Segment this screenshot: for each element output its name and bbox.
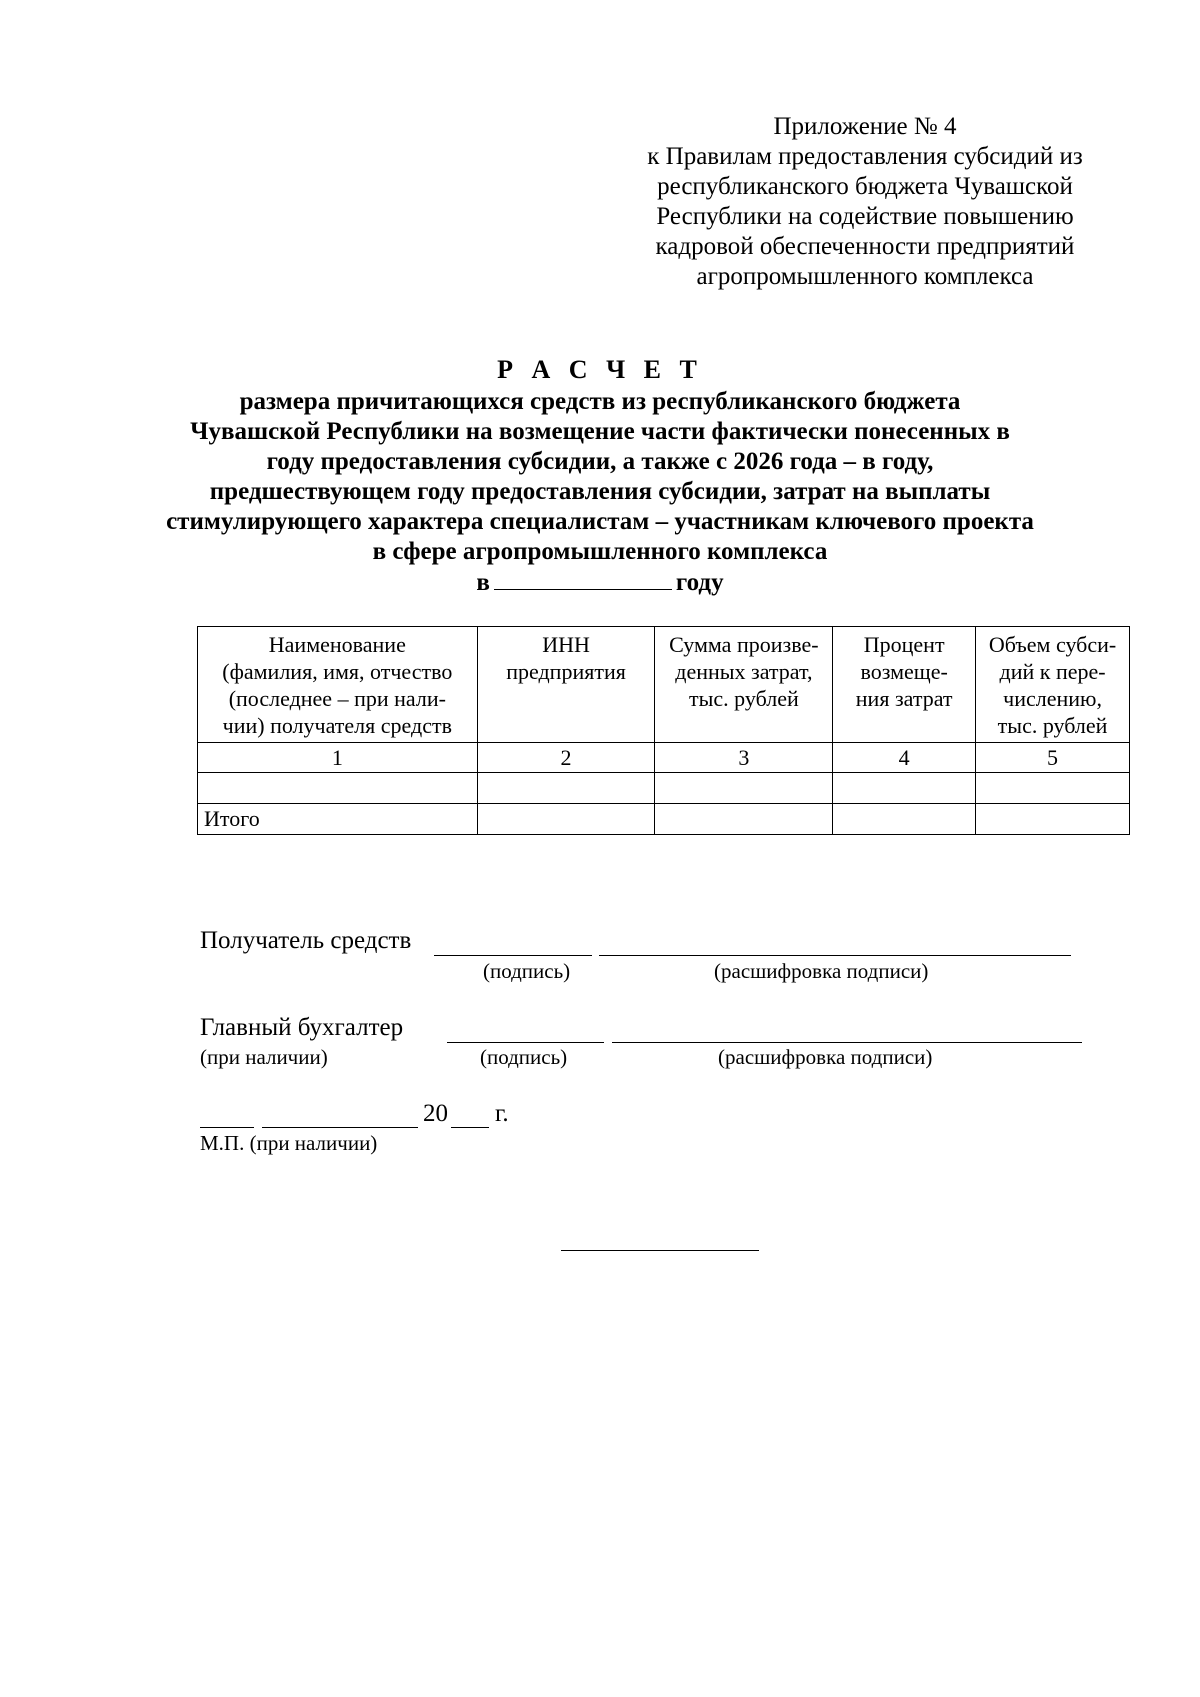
table-cell[interactable] bbox=[833, 804, 976, 835]
header-text: (последнее – при нали- bbox=[228, 686, 446, 711]
header-reimbursement-percent bbox=[833, 627, 976, 743]
table-cell[interactable] bbox=[655, 773, 833, 804]
heading-line: размера причитающихся средств из республиканского бюджета bbox=[239, 388, 961, 415]
table-cell[interactable] bbox=[655, 804, 833, 835]
table-cell[interactable] bbox=[976, 773, 1130, 804]
header-text: предприятия bbox=[506, 659, 626, 684]
document-heading bbox=[160, 355, 1040, 598]
appendix-number: Приложение № 4 bbox=[773, 113, 957, 140]
appendix-line: кадровой обеспеченности предприятий bbox=[655, 233, 1075, 260]
date-year-line[interactable] bbox=[451, 1127, 489, 1128]
appendix-line: агропромышленного комплекса bbox=[696, 263, 1034, 290]
date-month-line[interactable] bbox=[262, 1127, 418, 1128]
header-recipient-name bbox=[198, 627, 478, 743]
column-number: 3 bbox=[655, 743, 833, 773]
calculation-table bbox=[197, 626, 1130, 835]
header-text: Наименование bbox=[268, 632, 406, 657]
table-cell[interactable] bbox=[198, 773, 478, 804]
recipient-signature-line[interactable] bbox=[434, 955, 592, 956]
header-text: ния затрат bbox=[855, 686, 953, 711]
header-text: чии) получателя средств bbox=[222, 713, 452, 738]
header-text: (фамилия, имя, отчество bbox=[222, 659, 453, 684]
stamp-note: М.П. (при наличии) bbox=[200, 1131, 378, 1155]
table-cell[interactable] bbox=[477, 804, 655, 835]
table-header-row bbox=[198, 627, 1130, 743]
accountant-note: (при наличии) bbox=[200, 1045, 328, 1069]
year-prefix: в bbox=[476, 569, 490, 596]
table-cell[interactable] bbox=[833, 773, 976, 804]
recipient-label: Получатель средств bbox=[200, 927, 412, 954]
header-text: Процент bbox=[863, 632, 945, 657]
header-text: тыс. рублей bbox=[997, 713, 1108, 738]
column-number: 1 bbox=[198, 743, 478, 773]
table-cell[interactable] bbox=[976, 804, 1130, 835]
header-text: тыс. рублей bbox=[688, 686, 799, 711]
year-suffix: году bbox=[675, 569, 724, 596]
heading-line: предшествующем году предоставления субсидии, затрат на выплаты bbox=[209, 478, 991, 505]
column-number: 5 bbox=[976, 743, 1130, 773]
accountant-signature-line[interactable] bbox=[447, 1042, 604, 1043]
header-text: Объем субси- bbox=[988, 632, 1117, 657]
header-text: Сумма произве- bbox=[669, 632, 819, 657]
header-text: денных затрат, bbox=[675, 659, 813, 684]
heading-line: стимулирующего характера специалистам – участникам ключевого проекта bbox=[166, 508, 1034, 535]
total-row bbox=[198, 804, 1130, 835]
heading-line: Чувашской Республики на возмещение части фактически понесенных в bbox=[190, 418, 1010, 445]
date-suffix: г. bbox=[495, 1100, 509, 1127]
decode-caption: (расшифровка подписи) bbox=[718, 1045, 933, 1069]
header-text: ИНН bbox=[542, 632, 590, 657]
appendix-line: к Правилам предоставления субсидий из bbox=[647, 143, 1083, 170]
appendix-line: республиканского бюджета Чувашской bbox=[657, 173, 1073, 200]
appendix-line: Республики на содействие повышению bbox=[656, 203, 1074, 230]
table-cell[interactable] bbox=[477, 773, 655, 804]
table-row bbox=[198, 773, 1130, 804]
header-text: дий к пере- bbox=[999, 659, 1106, 684]
document-title: Р А С Ч Е Т bbox=[497, 355, 703, 384]
total-label: Итого bbox=[198, 804, 478, 835]
closing-divider bbox=[561, 1250, 759, 1251]
header-subsidy-amount bbox=[976, 627, 1130, 743]
column-number-row bbox=[198, 743, 1130, 773]
decode-caption: (расшифровка подписи) bbox=[714, 959, 929, 983]
column-number: 4 bbox=[833, 743, 976, 773]
heading-line: в сфере агропромышленного комплекса bbox=[372, 538, 828, 565]
heading-line: году предоставления субсидии, а также с 2026 года – в году, bbox=[266, 448, 934, 475]
header-text: возмеще- bbox=[860, 659, 948, 684]
signature-caption: (подпись) bbox=[483, 959, 571, 983]
date-century: 20 bbox=[423, 1100, 448, 1127]
year-line bbox=[160, 567, 1040, 598]
header-inn bbox=[477, 627, 655, 743]
year-blank-field[interactable] bbox=[494, 567, 672, 590]
header-costs-sum bbox=[655, 627, 833, 743]
column-number: 2 bbox=[477, 743, 655, 773]
accountant-decode-line[interactable] bbox=[612, 1042, 1082, 1043]
accountant-label: Главный бухгалтер bbox=[200, 1014, 404, 1041]
appendix-header bbox=[600, 112, 1130, 292]
recipient-decode-line[interactable] bbox=[599, 955, 1071, 956]
signature-caption: (подпись) bbox=[480, 1045, 568, 1069]
header-text: числению, bbox=[1003, 686, 1102, 711]
date-day-line[interactable] bbox=[200, 1127, 254, 1128]
